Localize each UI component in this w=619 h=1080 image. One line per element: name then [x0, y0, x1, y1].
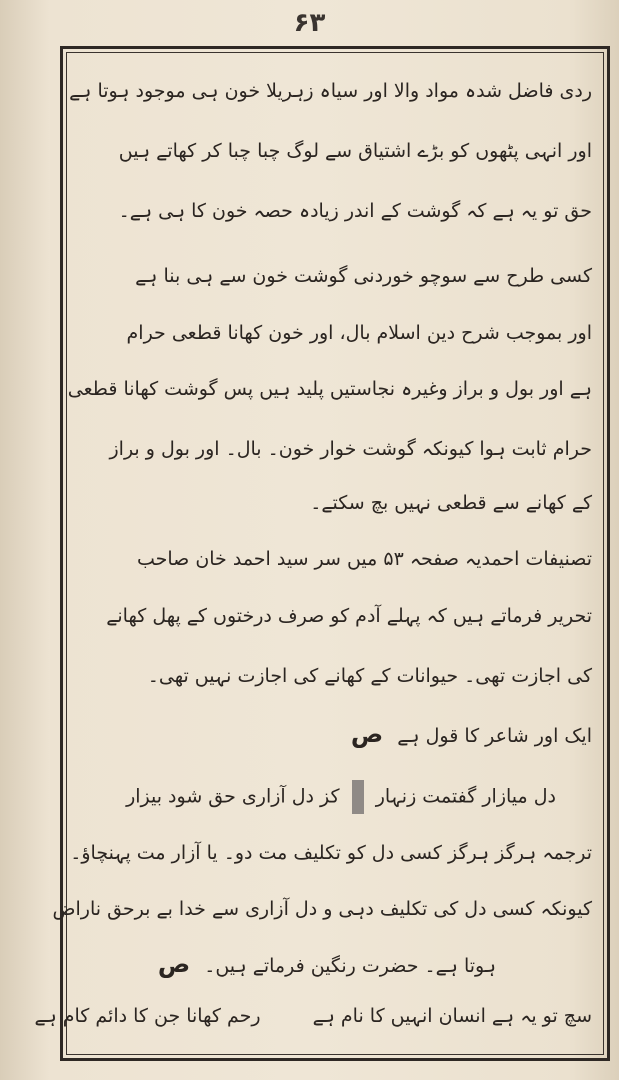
text-line: اور بموجب شرح دین اسلام بال، اور خون کھانا قطعی حرام [126, 322, 592, 344]
text-line: تحریر فرماتے ہیں کہ پہلے آدم کو صرف درختوں کے پھل کھانے [106, 605, 592, 627]
text-line: ایک اور شاعر کا قول ہے [397, 725, 592, 747]
couplet-hemistich-2: رحم کھانا جن کا دائم کام ہے [34, 1005, 261, 1027]
verse-mark: ص [350, 720, 384, 748]
text-line-with-mark [158, 952, 496, 976]
urdu-text-block [34, 62, 596, 1047]
text-line: تصنیفات احمدیہ صفحہ ۵۳ میں سر سید احمد خان صاحب [136, 548, 592, 570]
text-line: حرام ثابت ہوا کیونکہ گوشت خوار خون۔ بال۔ اور بول و براز [109, 438, 592, 460]
text-line: اور انہی پٹھوں کو بڑے اشتیاق سے لوگ چبا چبا کر کھاتے ہیں [118, 140, 592, 162]
text-line: کسی طرح سے سوچو خوردنی گوشت خون سے ہی بنا ہے [135, 265, 592, 287]
couplet-row [116, 780, 556, 814]
couplet-hemistich-1: سچ تو یہ ہے انسان انہیں کا نام ہے [312, 1005, 592, 1027]
text-line: ہے اور بول و براز وغیرہ نجاستیں پلید ہیں پس گوشت کھانا قطعی [67, 378, 592, 400]
text-line: کے کھانے سے قطعی نہیں بچ سکتے۔ [310, 492, 592, 514]
text-line: ردی فاضل شدہ مواد والا اور سیاہ زہریلا خون ہی موجود ہوتا ہے [69, 80, 592, 102]
text-line: حق تو یہ ہے کہ گوشت کے اندر زیادہ حصہ خون کا ہی ہے۔ [118, 200, 592, 222]
couplet-row [34, 1005, 592, 1027]
text-line: کی اجازت تھی۔ حیوانات کے کھانے کی اجازت نہیں تھی۔ [147, 665, 592, 687]
couplet-hemistich-1: دل میازار گفتمت زنہار [375, 785, 556, 808]
verse-mark: ص [157, 950, 191, 978]
text-line: ترجمہ ہرگز ہرگز کسی دل کو تکلیف مت دو۔ یا آزار مت پہنچاؤ۔ [70, 842, 592, 864]
text-line: ہوتا ہے۔ حضرت رنگین فرماتے ہیں۔ [204, 955, 496, 977]
highlight-marker [352, 780, 364, 814]
text-line: کیونکہ کسی دل کی تکلیف دہی و دل آزاری سے خدا بے برحق ناراض [52, 898, 592, 920]
page-number: ۶۳ [293, 8, 326, 38]
couplet-hemistich-2: کز دل آزاری حق شود بیزار [126, 785, 340, 808]
text-line-with-mark [351, 722, 592, 746]
